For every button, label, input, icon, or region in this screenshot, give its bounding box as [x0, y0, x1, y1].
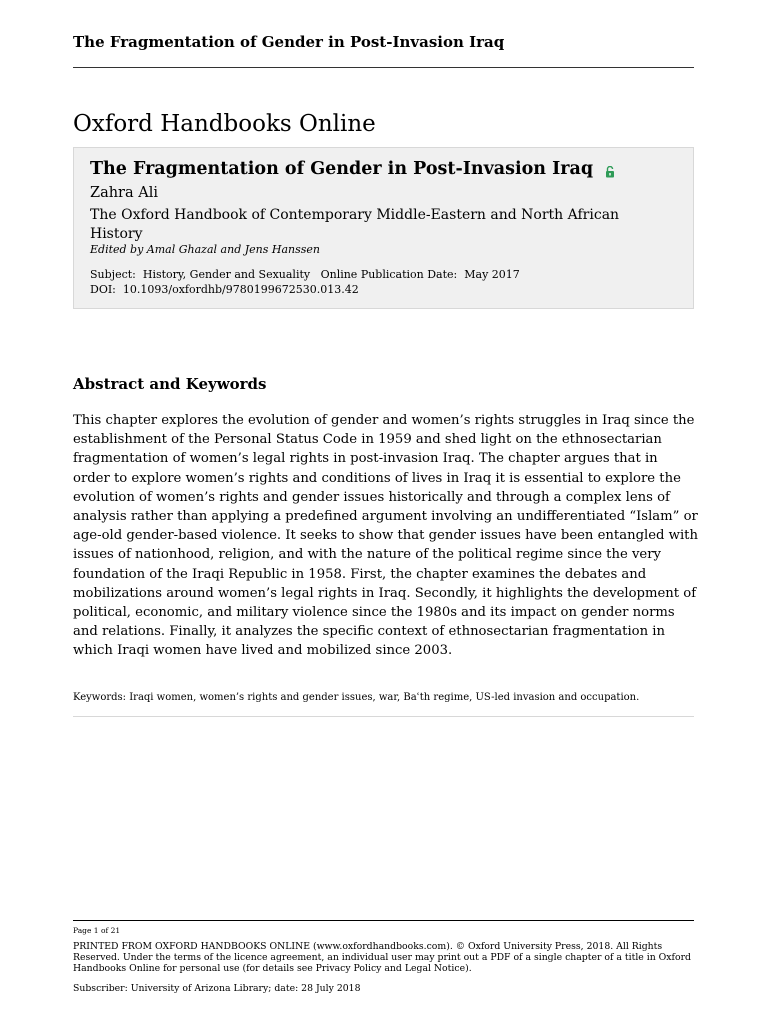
chapter-title: The Fragmentation of Gender in Post-Invasion Iraq: [90, 159, 594, 179]
open-lock-icon: [605, 163, 615, 175]
chapter-title-row: [90, 159, 615, 179]
editors-line: Edited by Amal Ghazal and Jens Hanssen: [90, 243, 321, 256]
keywords-line: Keywords: Iraqi women, women’s rights and gender issues, war, Baʿth regime, US-led invasion and occupation.: [73, 692, 640, 703]
footer-divider: [73, 920, 694, 921]
header-divider: [73, 67, 694, 68]
running-header-title: The Fragmentation of Gender in Post-Invasion Iraq: [73, 33, 505, 51]
print-notice: PRINTED FROM OXFORD HANDBOOKS ONLINE (www.oxfordhandbooks.com). © Oxford University Press, 2018. All Rights Reserved. Under the terms of the licence agreement, an individual user may print out a PDF of a single chapter of a title in Oxford Handbooks Online for personal use (for details see Privacy Policy and Legal Notice).: [73, 941, 691, 974]
subject-publication-line: Subject: History, Gender and Sexuality Online Publication Date: May 2017: [90, 268, 520, 281]
site-title: Oxford Handbooks Online: [73, 111, 376, 137]
chapter-metadata-box: [73, 147, 694, 309]
page-counter: Page 1 of 21: [73, 926, 121, 935]
author-name: Zahra Ali: [90, 185, 158, 201]
subscriber-line: Subscriber: University of Arizona Library; date: 28 July 2018: [73, 983, 361, 994]
book-title: The Oxford Handbook of Contemporary Middle-Eastern and North African History: [90, 207, 620, 242]
abstract-text: This chapter explores the evolution of gender and women’s rights struggles in Iraq since the establishment of the Personal Status Code in 1959 and shed light on the ethnosectarian fragmentation of women’s legal rights in post-invasion Iraq. The chapter argues that in order to explore women’s rights and conditions of lives in Iraq it is essential to explore the evolution of women’s rights and gender issues historically and through a complex lens of analysis rather than applying a predefined argument involving an undifferentiated “Islam” or age-old gender-based violence. It seeks to show that gender issues have been entangled with issues of nationhood, religion, and with the nature of the political regime since the very foundation of the Iraqi Republic in 1958. First, the chapter examines the debates and mobilizations around women’s legal rights in Iraq. Secondly, it highlights the development of political, economic, and military violence since the 1980s and its impact on gender norms and relations. Finally, it analyzes the specific context of ethnosectarian fragmentation in which Iraqi women have lived and mobilized since 2003.: [73, 413, 698, 659]
section-divider: [73, 716, 694, 717]
abstract-heading: Abstract and Keywords: [73, 375, 267, 393]
doi-line: DOI: 10.1093/oxfordhb/9780199672530.013.42: [90, 283, 359, 296]
